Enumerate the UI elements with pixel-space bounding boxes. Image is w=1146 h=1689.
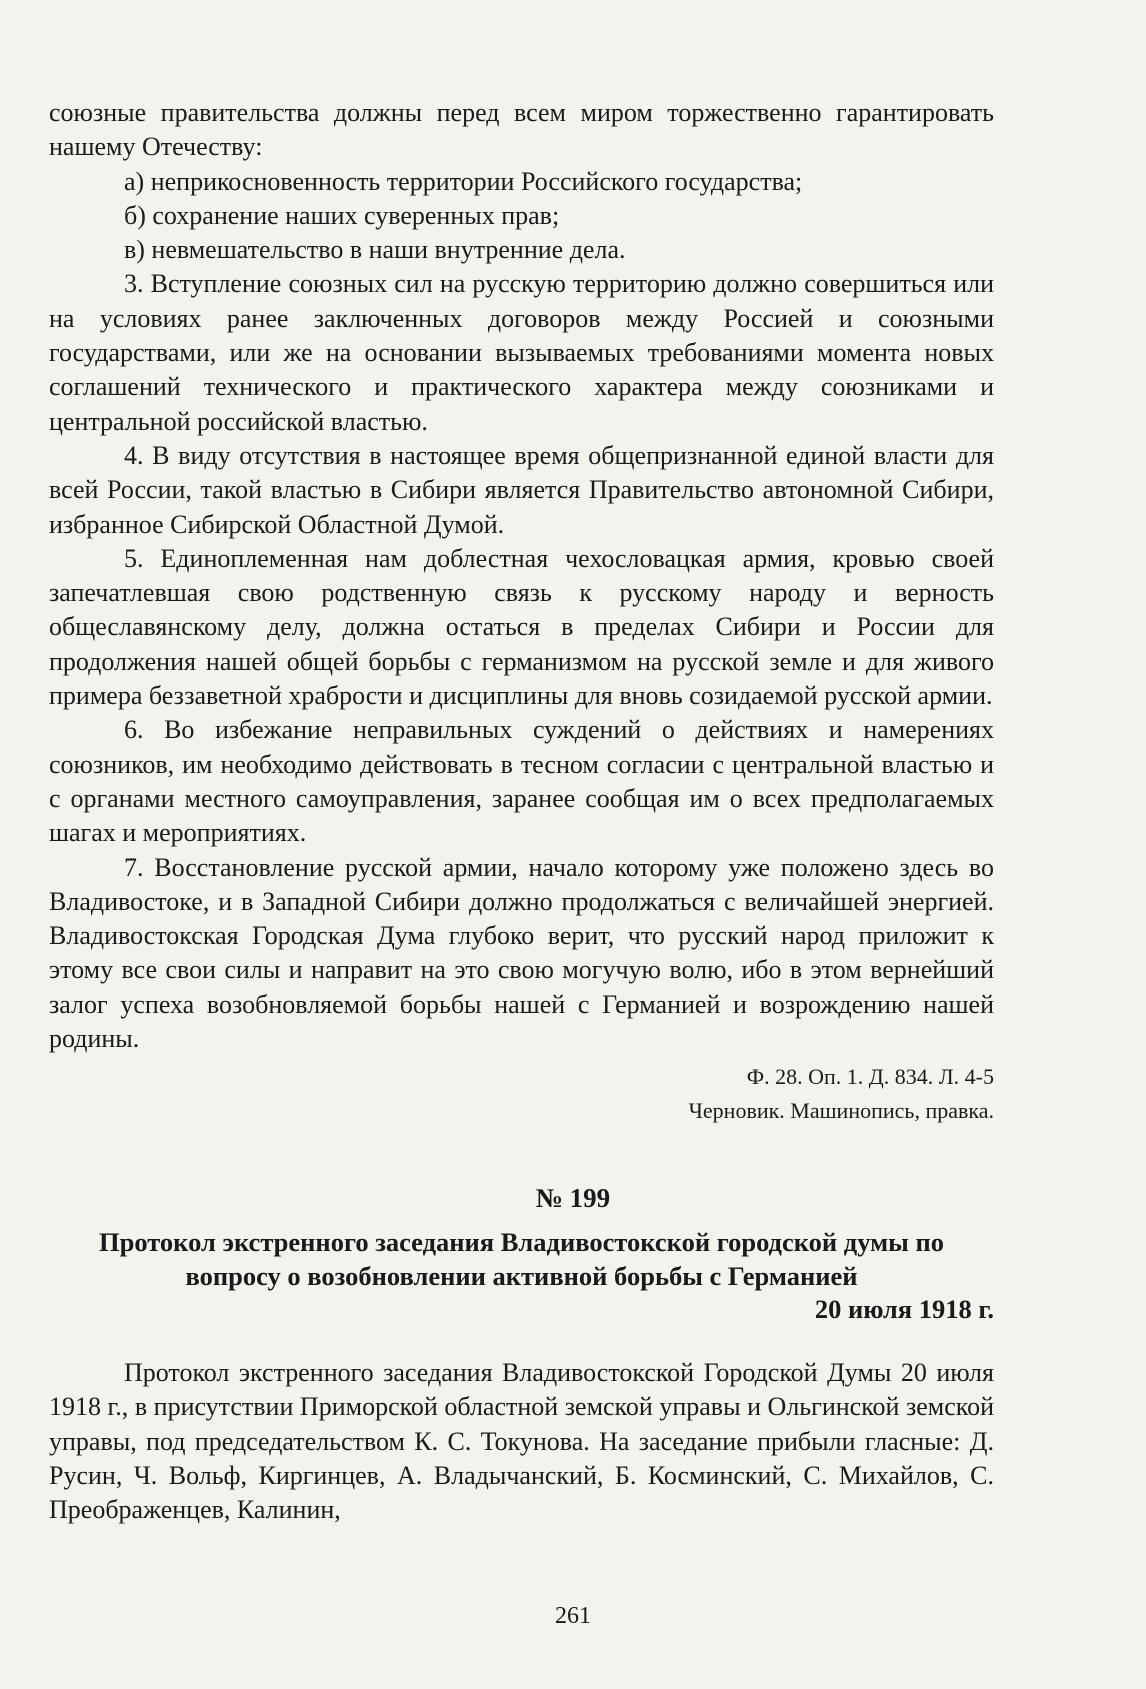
- document-title: Протокол экстренного заседания Владивостокской городской думы по вопросу о возобновлении активной борьбы с Германией: [99, 1227, 944, 1291]
- paragraph-item-b: б) сохранение наших суверенных прав;: [124, 200, 560, 230]
- paragraph-4: 4. В виду отсутствия в настоящее время общепризнанной единой власти для всей России, такой властью в Сибири является Правительство автономной Сибири, избранное Сибирской Областной Думой.: [49, 440, 994, 539]
- archive-reference: Ф. 28. Оп. 1. Д. 834. Л. 4-5: [746, 1064, 994, 1089]
- paragraph-item-c: в) невмешательство в наши внутренние дела.: [124, 235, 626, 265]
- document-number: № 199: [535, 1183, 611, 1213]
- protocol-paragraph: Протокол экстренного заседания Владивостокской Городской Думы 20 июля 1918 г., в присутствии Приморской областной земской управы и Ольгинской земской управы, под председательством К. С. Токунова. На заседание прибыли гласные: Д. Русин, Ч. Вольф, Киргинцев, А. Владычанский, Б. Косминский, С. Михайлов, С. Преображенцев, Калинин,: [49, 1358, 994, 1525]
- document-date: 20 июля 1918 г.: [814, 1294, 994, 1324]
- paragraph-6: 6. Во избежание неправильных суждений о действиях и намерениях союзников, им необходимо действовать в тесном согласии с центральной властью и с органами местного самоуправления, заранее сообщая им о всех предполагаемых шагах и мероприятиях.: [49, 715, 994, 848]
- page-number: 261: [555, 1603, 591, 1629]
- archive-note: Черновик. Машинопись, правка.: [688, 1098, 994, 1123]
- protocol-text-block: [49, 1356, 994, 1527]
- main-text: [49, 96, 994, 1056]
- paragraph-continuation: союзные правительства должны перед всем миром торжественно гарантировать нашему Отечеству:: [49, 98, 994, 162]
- paragraph-item-a: а) неприкосновенность территории Российского государства;: [124, 166, 803, 196]
- paragraph-7: 7. Восстановление русской армии, начало которому уже положено здесь во Владивостоке, и в Западной Сибири должно продолжаться с величайшей энергией. Владивостокская Городская Дума глубоко верит, что русский народ приложит к этому все свои силы и направит на это свою могучую волю, ибо в этом вернейший залог успеха возобновляемой борьбы нашей с Германией и возрождению нашей родины.: [49, 852, 994, 1054]
- paragraph-5: 5. Единоплеменная нам доблестная чехословацкая армия, кровью своей запечатлевшая свою родственную связь к русскому народу и верность общеславянскому делу, должна остаться в пределах Сибири и России для продолжения нашей общей борьбы с германизмом на русской земле и для живого примера беззаветной храбрости и дисциплины для вновь созидаемой русской армии.: [49, 543, 994, 711]
- paragraph-3: 3. Вступление союзных сил на русскую территорию должно совершиться или на условиях ранее заключенных договоров между Россией и союзными государствами, или же на основании вызываемых требованиями момента новых соглашений технического и практического характера между союзниками и центральной российской властью.: [49, 269, 994, 436]
